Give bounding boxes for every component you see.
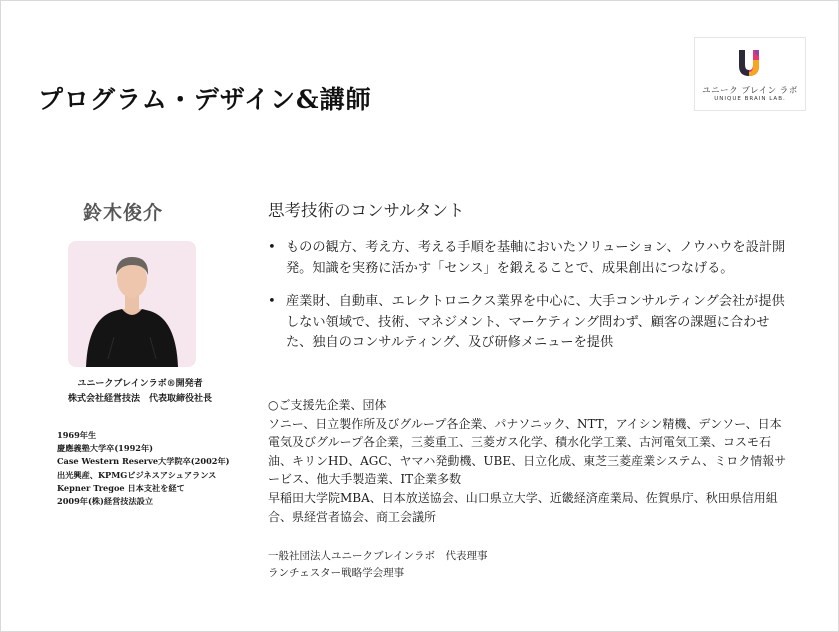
bullet-item bbox=[268, 238, 793, 279]
company-logo bbox=[694, 37, 806, 111]
bio-line: Kepner Tregoe 日本支社を経て bbox=[57, 482, 185, 493]
clients-organizations: 早稲田大学院MBA、日本放送協会、山口県立大学、近畿経済産業局、佐賀県庁、秋田県信用組合、県経営者協会、商工会議所 bbox=[268, 490, 778, 524]
instructor-name: 鈴木俊介 bbox=[83, 202, 164, 224]
instructor-bio bbox=[57, 429, 230, 508]
bio-line: Case Western Reserve大学院卒(2002年) bbox=[57, 456, 230, 467]
bullet-list bbox=[268, 238, 793, 367]
clients-companies: ソニー、日立製作所及びグループ各企業、パナソニック、NTT，アイシン精機、デンソー、日本電気及びグループ各企業，三菱重工、三菱ガス化学、積水化学工業、古河電気工業、コスモ石油、キリンHD、AGC、ヤマハ発動機、UBE、日立化成、東芝三菱産業システム、ミロク情報サービス、他大手製造業、IT企業多数 bbox=[268, 416, 787, 487]
clients-section bbox=[268, 396, 793, 526]
logo-english-text: UNIQUE BRAIN LAB. bbox=[714, 96, 786, 102]
logo-japanese-text: ユニーク ブレイン ラボ bbox=[702, 86, 798, 96]
bullet-item bbox=[268, 292, 793, 354]
affiliation-line: 一般社団法人ユニークブレインラボ 代表理事 bbox=[268, 550, 488, 562]
bullet-dot-icon: • bbox=[268, 240, 276, 255]
role-line: 株式会社経営技法 代表取締役社長 bbox=[67, 394, 212, 404]
bullet-text: ものの観方、考え方、考える手順を基軸においたソリューション、ノウハウを設計開発。知識を実務に活かす「センス」を鍛えることで、成果創出につなげる。 bbox=[286, 240, 786, 276]
affiliation-line: ランチェスター戦略学会理事 bbox=[268, 567, 405, 579]
instructor-photo bbox=[68, 241, 196, 367]
clients-heading: ○ご支援先企業、団体 bbox=[268, 398, 387, 412]
bullet-dot-icon: • bbox=[268, 294, 276, 309]
role-line: ユニークブレインラボ®開発者 bbox=[77, 379, 203, 389]
bullet-text: 産業財、自動車、エレクトロニクス業界を中心に、大手コンサルティング会社が提供しない領域で、技術、マネジメント、マーケティング問わず、顧客の課題に合わせた、独自のコンサルティング、及び研修メニューを提供 bbox=[286, 294, 785, 350]
slide-title: プログラム・デザイン&講師 bbox=[38, 85, 372, 114]
unique-brain-lab-logo-mark bbox=[733, 46, 767, 82]
bio-line: 慶應義塾大学卒(1992年) bbox=[57, 443, 154, 454]
bio-line: 1969年生 bbox=[57, 430, 97, 440]
bio-line: 出光興産、KPMGビジネスアシュアランス bbox=[57, 469, 217, 480]
section-heading: 思考技術のコンサルタント bbox=[268, 201, 465, 220]
bio-line: 2009年(株)経営技法設立 bbox=[57, 496, 154, 507]
instructor-roles bbox=[40, 377, 240, 407]
affiliations bbox=[268, 548, 488, 582]
